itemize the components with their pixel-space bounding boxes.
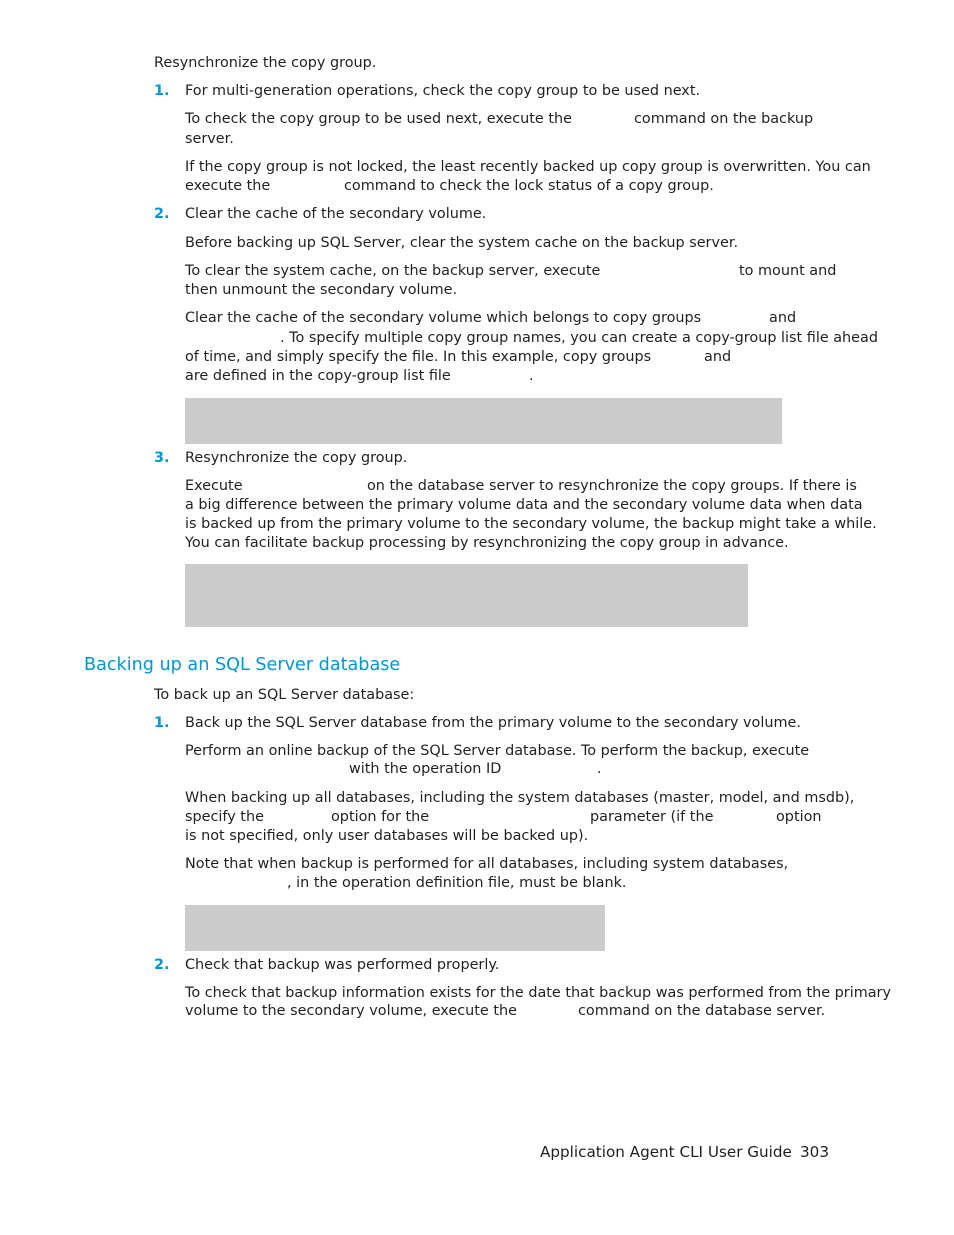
paragraph-line: to mount and — [739, 263, 837, 279]
paragraph-line: To clear the system cache, on the backup server, execute — [185, 263, 601, 279]
paragraph-line: To check that backup information exists for the date that backup was performed from the primary — [185, 985, 891, 1001]
step-title: Check that backup was performed properly. — [185, 957, 500, 973]
paragraph-line: . To specify multiple copy group names, you can create a copy-group list file ahead — [280, 330, 878, 346]
step-title: Resynchronize the copy group. — [185, 450, 408, 466]
paragraph-line: is backed up from the primary volume to the secondary volume, the backup might take a while. — [185, 516, 877, 532]
intro-text: Resynchronize the copy group. — [154, 55, 377, 71]
paragraph-line: option for the — [331, 809, 430, 825]
footer-page-number: 303 — [800, 1143, 829, 1161]
paragraph-line: . — [597, 761, 602, 777]
paragraph-line: You can facilitate backup processing by resynchronizing the copy group in advance. — [185, 535, 789, 551]
paragraph-line — [185, 110, 572, 129]
paragraph-line: then unmount the secondary volume. — [185, 282, 458, 298]
paragraph-line — [634, 110, 813, 129]
paragraph-line: specify the — [185, 809, 264, 825]
paragraph-line: Before backing up SQL Server, clear the system cache on the backup server. — [185, 235, 739, 251]
section-heading: Backing up an SQL Server database — [84, 655, 401, 675]
paragraph-line: on the database server to resynchronize the copy groups. If there is — [367, 478, 857, 494]
step-number: 1. — [154, 715, 170, 731]
paragraph-line: server. — [185, 131, 234, 147]
paragraph-line: are defined in the copy-group list file — [185, 368, 451, 384]
paragraph-line: parameter (if the — [590, 809, 714, 825]
step-number: 2. — [154, 957, 170, 973]
step-number: 2. — [154, 206, 170, 222]
paragraph-line: Clear the cache of the secondary volume which belongs to copy groups — [185, 310, 702, 326]
step-number: 1. — [154, 83, 170, 99]
paragraph-line: of time, and simply specify the file. In this example, copy groups — [185, 349, 652, 365]
text-run: command on the backup — [634, 111, 814, 127]
code-example-box — [185, 905, 605, 951]
step-title: Clear the cache of the secondary volume. — [185, 206, 487, 222]
paragraph-line: with the operation ID — [349, 761, 502, 777]
paragraph-line: When backing up all databases, including the system databases (master, model, and msdb), — [185, 790, 855, 806]
footer-guide-title: Application Agent CLI User Guide — [540, 1143, 792, 1161]
code-example-box — [185, 564, 748, 627]
paragraph-line: execute the — [185, 178, 271, 194]
paragraph-line: Execute — [185, 478, 243, 494]
paragraph-line: If the copy group is not locked, the least recently backed up copy group is overwritten. You can — [185, 159, 871, 175]
paragraph-line: is not specified, only user databases will be backed up). — [185, 828, 589, 844]
paragraph-line: volume to the secondary volume, execute the — [185, 1003, 517, 1019]
paragraph-line: and — [769, 310, 797, 326]
paragraph-line: option — [776, 809, 822, 825]
paragraph-line: and — [704, 349, 732, 365]
section-intro: To back up an SQL Server database: — [154, 687, 415, 703]
step-title: Back up the SQL Server database from the primary volume to the secondary volume. — [185, 715, 801, 731]
paragraph-line: , in the operation definition file, must be blank. — [287, 875, 627, 891]
code-example-box — [185, 398, 782, 444]
paragraph-line: . — [529, 368, 534, 384]
step-number: 3. — [154, 450, 170, 466]
paragraph-line: a big difference between the primary volume data and the secondary volume data when data — [185, 497, 863, 513]
paragraph-line: command on the database server. — [578, 1003, 826, 1019]
paragraph-line: Note that when backup is performed for all databases, including system databases, — [185, 856, 789, 872]
paragraph-line: command to check the lock status of a copy group. — [344, 178, 714, 194]
step-title: For multi-generation operations, check the copy group to be used next. — [185, 83, 701, 99]
paragraph-line: Perform an online backup of the SQL Server database. To perform the backup, execute — [185, 743, 810, 759]
text-run: To check the copy group to be used next, execute the — [185, 111, 572, 127]
